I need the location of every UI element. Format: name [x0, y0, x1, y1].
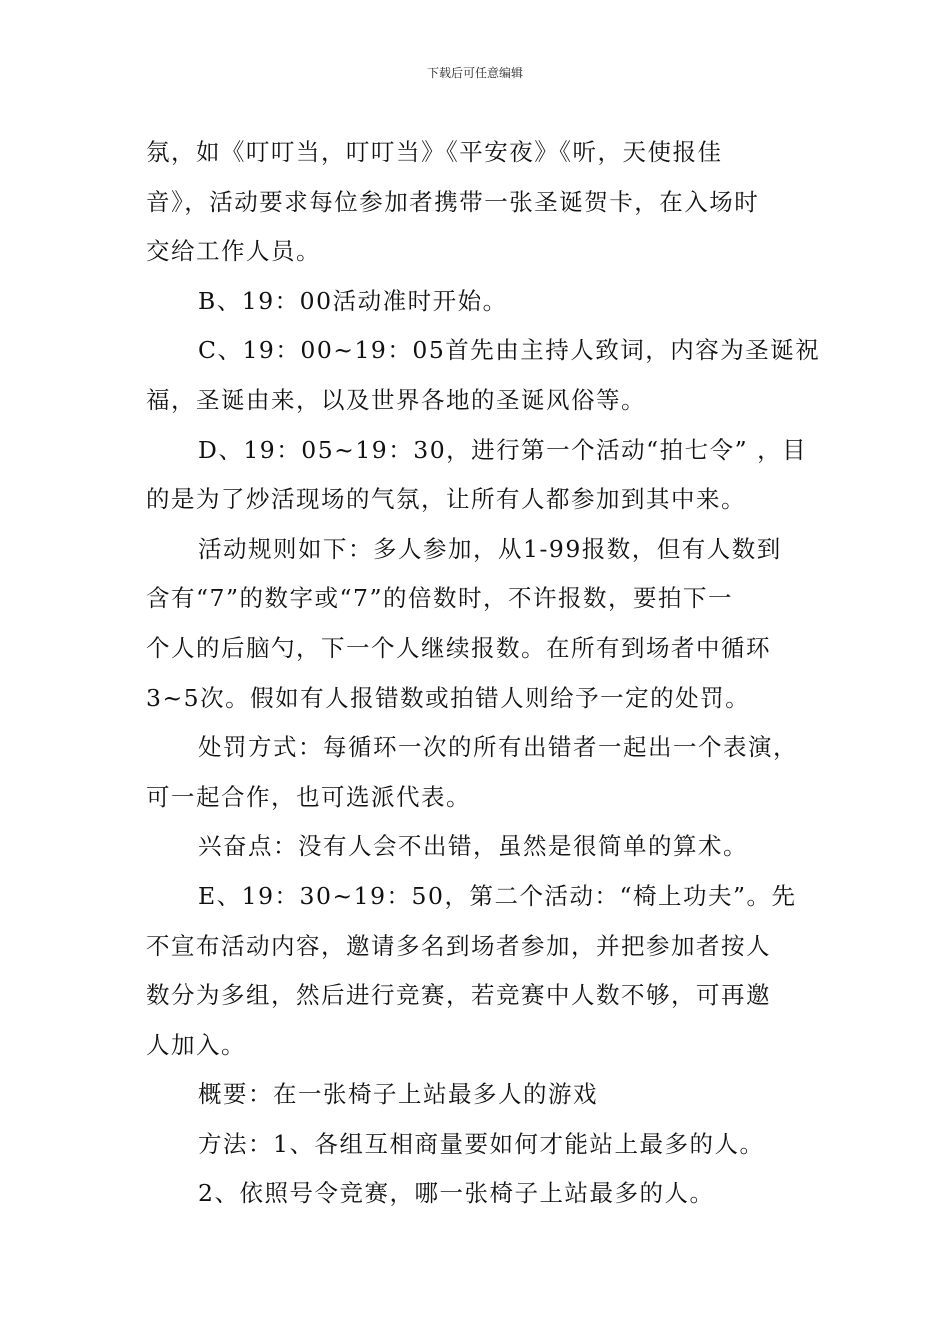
paragraph-line: 福，圣诞由来，以及世界各地的圣诞风俗等。 [146, 385, 646, 414]
paragraph-8 [146, 872, 822, 1070]
paragraph-line: B、19：00活动准时开始。 [198, 286, 508, 315]
paragraph-line: 概要：在一张椅子上站最多人的游戏 [198, 1080, 598, 1109]
paragraph-10 [146, 1120, 822, 1170]
paragraph-line: 2、依照号令竞赛，哪一张椅子上站最多的人。 [198, 1179, 715, 1208]
paragraph-line: 方法：1、各组互相商量要如何才能站上最多的人。 [198, 1129, 765, 1158]
paragraph-11 [146, 1169, 822, 1219]
paragraph-line: 氛，如《叮叮当，叮叮当》《平安夜》《听，天使报佳 [146, 138, 723, 166]
paragraph-line: 3~5次。假如有人报错数或拍错人则给予一定的处罚。 [146, 683, 751, 712]
paragraph-3 [146, 326, 822, 425]
paragraph-line: 不宣布活动内容，邀请多名到场者参加，并把参加者按人 [146, 931, 771, 960]
paragraph-line: E、19：30~19：50，第二个活动：“椅上功夫”。先 [198, 881, 797, 910]
paragraph-2 [146, 277, 822, 327]
paragraph-line: 含有“7”的数字或“7”的倍数时，不许报数，要拍下一 [146, 584, 733, 613]
paragraph-9 [146, 1070, 822, 1120]
paragraph-7 [146, 822, 822, 872]
paragraph-line: 处罚方式：每循环一次的所有出错者一起出一个表演， [198, 733, 798, 762]
paragraph-line: 交给工作人员。 [146, 237, 321, 266]
paragraph-4 [146, 426, 822, 525]
paragraph-line: 个人的后脑勺，下一个人继续报数。在所有到场者中循环 [146, 633, 771, 662]
paragraph-line: C、19：00~19：05首先由主持人致词，内容为圣诞祝 [198, 336, 821, 365]
paragraph-line: 数分为多组，然后进行竞赛，若竞赛中人数不够，可再邀 [146, 981, 771, 1010]
paragraph-1 [146, 128, 822, 277]
paragraph-line: 兴奋点：没有人会不出错，虽然是很简单的算术。 [198, 832, 748, 861]
paragraph-line: 可一起合作，也可选派代表。 [146, 782, 471, 811]
document-body [146, 128, 822, 1219]
paragraph-line: 人加入。 [146, 1030, 246, 1059]
paragraph-line: 音》，活动要求每位参加者携带一张圣诞贺卡，在入场时 [146, 187, 760, 216]
paragraph-6 [146, 723, 822, 822]
paragraph-line: 活动规则如下：多人参加，从1-99报数，但有人数到 [198, 534, 782, 563]
page-header: 下载后可任意编辑 [426, 66, 523, 80]
paragraph-line: 的是为了炒活现场的气氛，让所有人都参加到其中来。 [146, 485, 746, 514]
paragraph-5 [146, 525, 822, 723]
paragraph-line: D、19：05~19：30，进行第一个活动“拍七令” ，目 [198, 435, 808, 464]
